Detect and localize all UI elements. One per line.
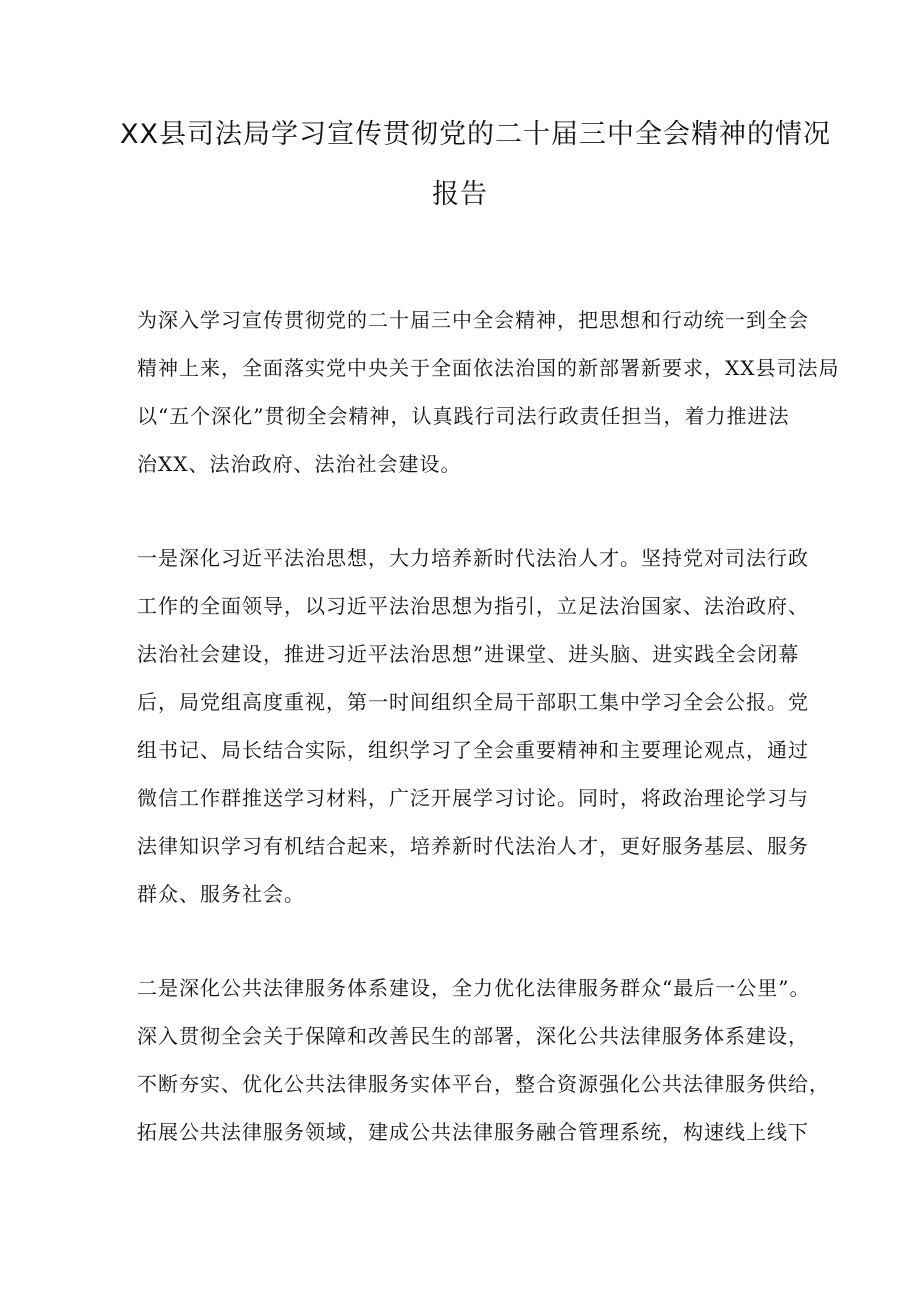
paragraph-line: 组书记、局长结合实际，组织学习了全会重要精神和主要理论观点，通过 bbox=[137, 738, 809, 762]
paragraph-line: 为深入学习宣传贯彻党的二十届三中全会精神，把思想和行动统一到全会 bbox=[137, 308, 809, 332]
paragraph-line: 微信工作群推送学习材料，广泛开展学习讨论。同时，将政治理论学习与 bbox=[137, 786, 809, 810]
paragraph-intro bbox=[137, 296, 840, 488]
paragraph-line: 以“五个深化”贯彻全会精神，认真践行司法行政责任担当，着力推进法 bbox=[137, 404, 790, 428]
paragraph-line: 法律知识学习有机结合起来，培养新时代法治人才，更好服务基层、服务 bbox=[137, 834, 809, 858]
paragraph-line: 工作的全面领导，以习近平法治思想为指引，立足法治国家、法治政府、 bbox=[137, 594, 809, 618]
paragraph-line: 法治社会建设，推进习近平法治思想”进课堂、进头脑、进实践全会闭幕 bbox=[137, 642, 800, 666]
paragraph-line: 后，局党组高度重视，第一时间组织全局干部职工集中学习全会公报。党 bbox=[137, 690, 809, 714]
paragraph-line: 一是深化习近平法治思想，大力培养新时代法治人才。坚持党对司法行政 bbox=[137, 546, 809, 570]
document-title-line-1: XX县司法局学习宣传贯彻党的二十届三中全会精神的情况 bbox=[120, 119, 831, 150]
paragraph-line: 精神上来，全面落实党中央关于全面依法治国的新部署新要求，XX县司法局 bbox=[137, 356, 840, 380]
paragraph-section-two bbox=[137, 964, 830, 1156]
paragraph-line: 深入贯彻全会关于保障和改善民生的部署，深化公共法律服务体系建设， bbox=[137, 1024, 809, 1048]
paragraph-line: 二是深化公共法律服务体系建设，全力优化法律服务群众“最后一公里”。 bbox=[137, 976, 811, 1000]
paragraph-line: 治XX、法治政府、法治社会建设。 bbox=[137, 452, 462, 476]
paragraph-line: 拓展公共法律服务领域，建成公共法律服务融合管理系统，构速线上线下 bbox=[137, 1120, 809, 1144]
paragraph-section-one bbox=[137, 534, 809, 918]
document-title-line-2: 报告 bbox=[432, 179, 488, 210]
paragraph-line: 不断夯实、优化公共法律服务实体平台，整合资源强化公共法律服务供给， bbox=[137, 1072, 830, 1096]
paragraph-line: 群众、服务社会。 bbox=[137, 882, 305, 906]
